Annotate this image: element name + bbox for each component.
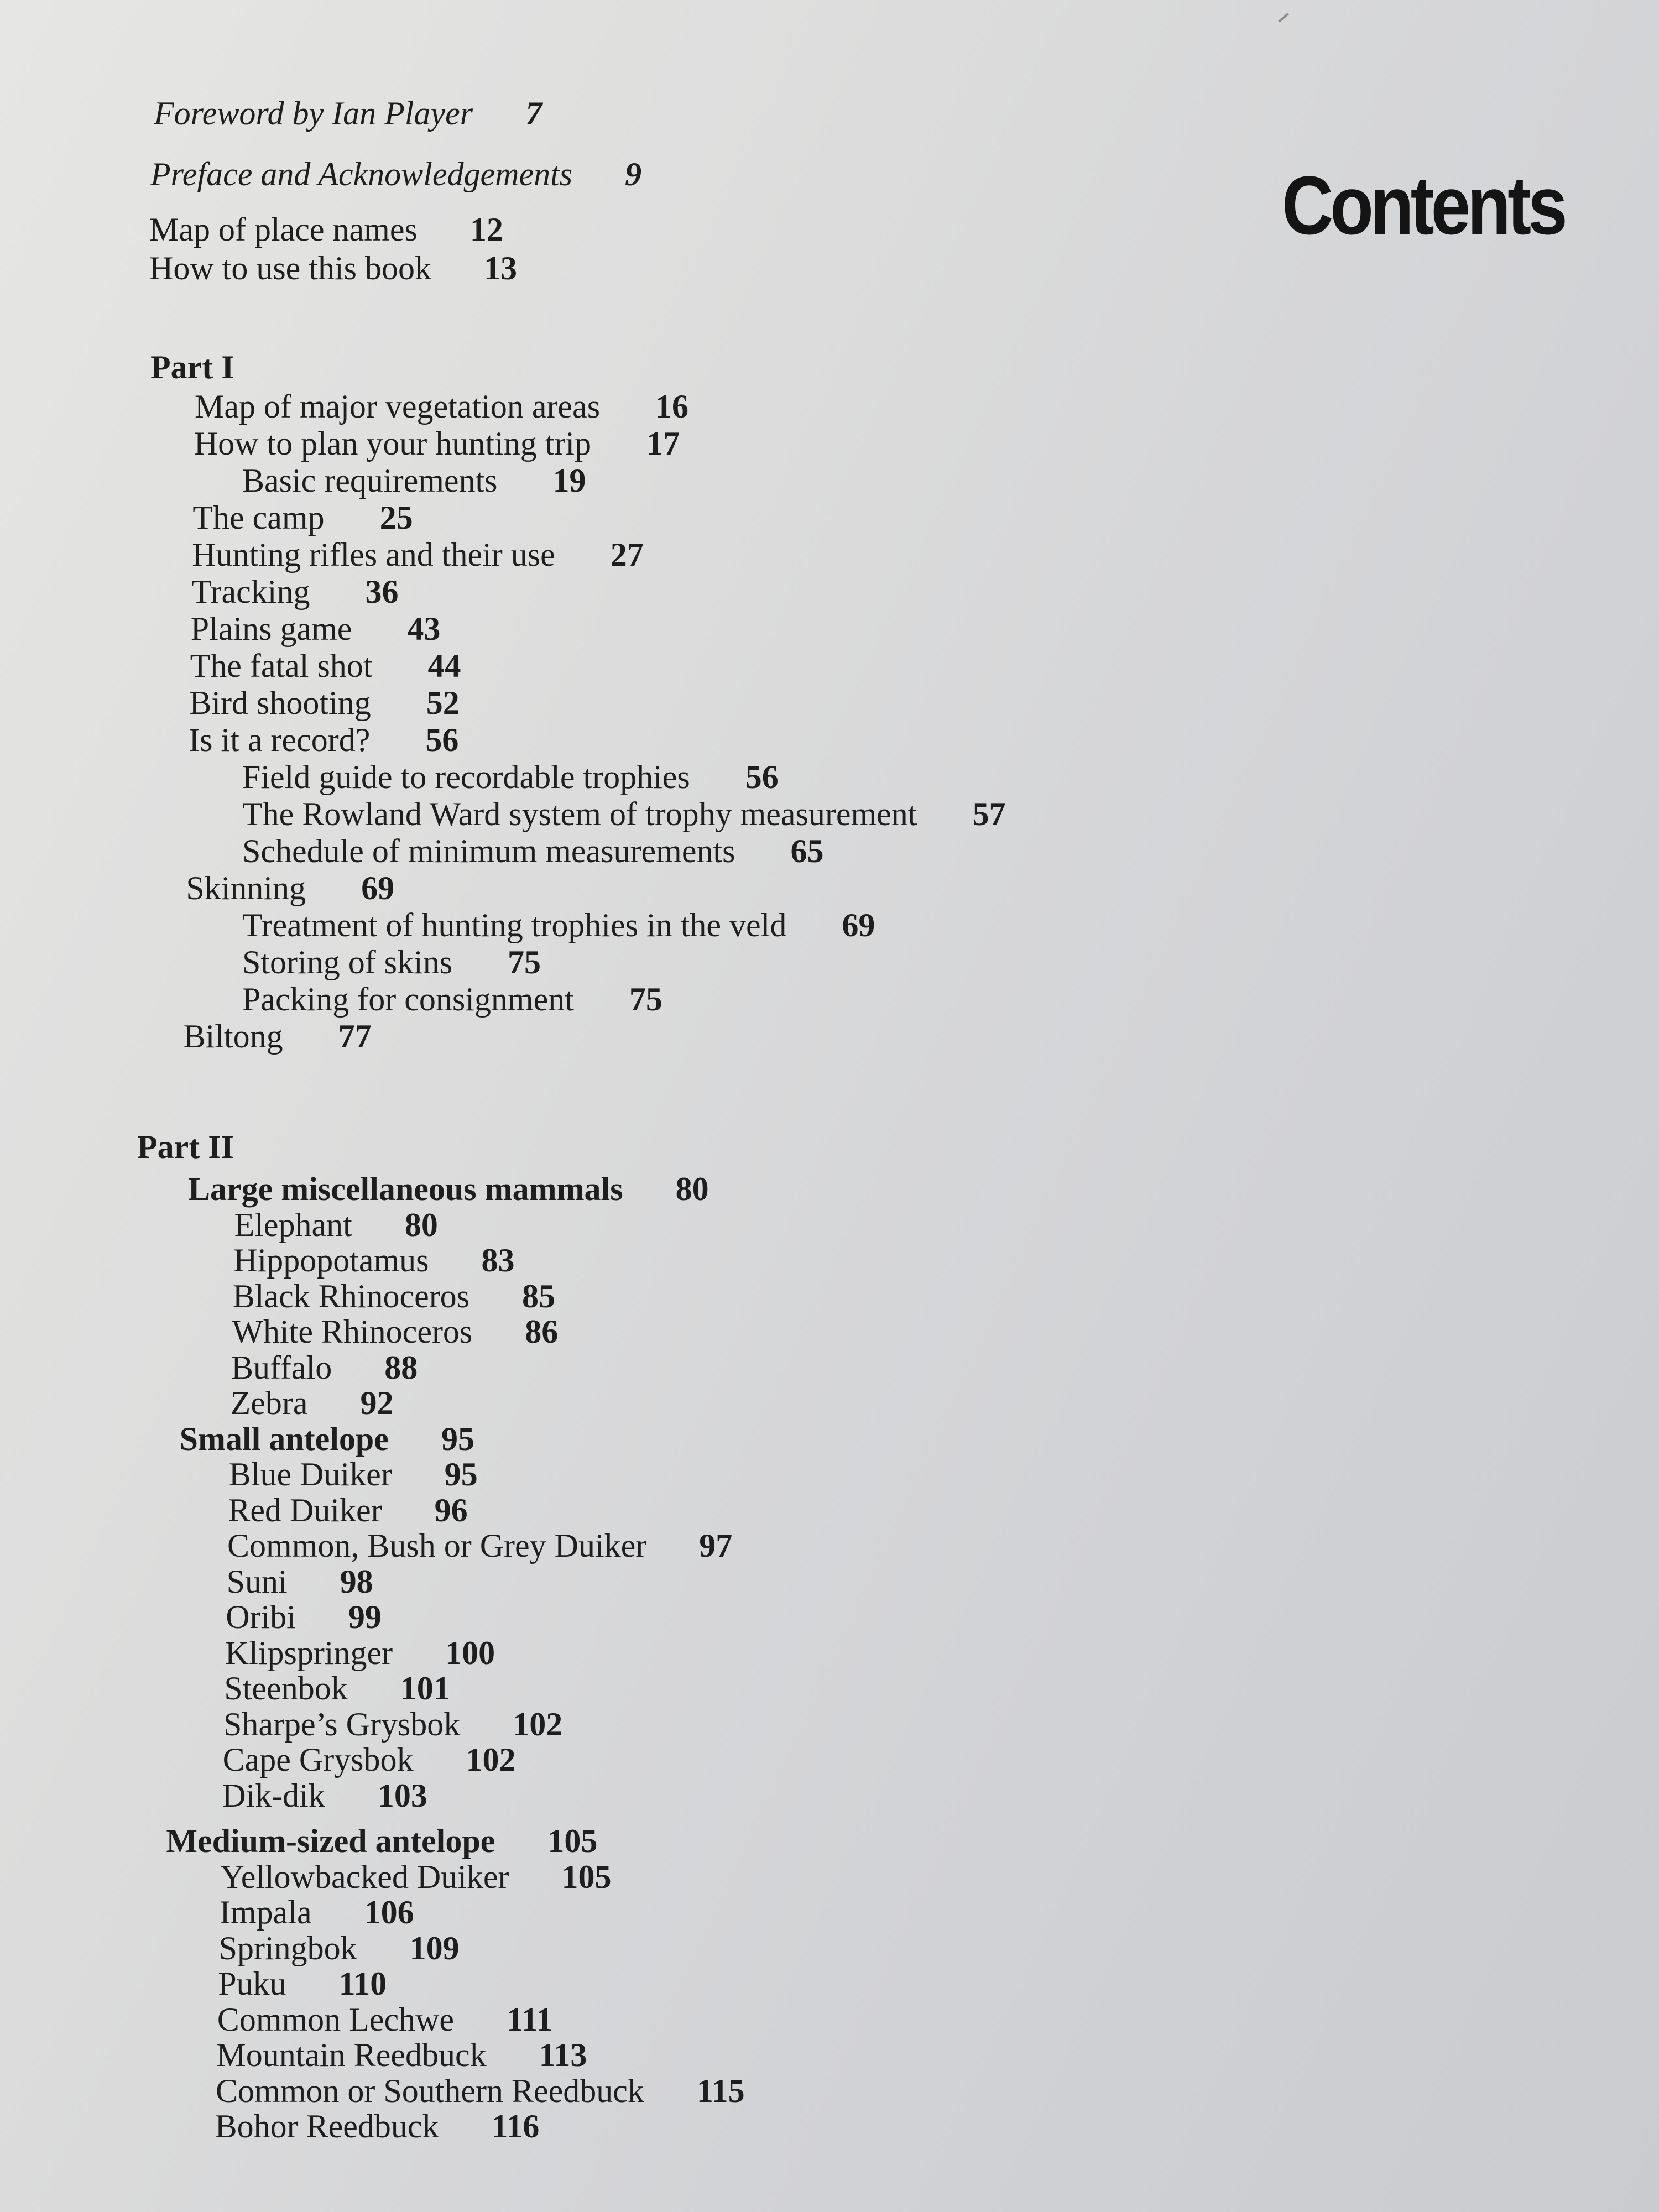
- toc-entry: [184, 1020, 372, 1053]
- toc-entry: [242, 983, 662, 1016]
- part-2-heading: Part II: [137, 1129, 234, 1165]
- toc-entry: [226, 1600, 382, 1634]
- entry-page-number: 85: [522, 1277, 556, 1314]
- toc-entry: [191, 612, 441, 645]
- entry-label: Schedule of minimum measurements: [242, 833, 735, 869]
- entry-label: Suni: [226, 1563, 288, 1600]
- toc-entry: [186, 872, 394, 905]
- toc-entry: [189, 723, 458, 757]
- entry-page-number: 115: [696, 2072, 745, 2109]
- entry-page-number: 57: [972, 796, 1006, 832]
- toc-entry: [228, 1491, 468, 1528]
- entry-page-number: 105: [547, 1823, 598, 1859]
- entry-page-number: 83: [481, 1242, 515, 1279]
- part-1-heading: Part I: [150, 349, 234, 385]
- toc-entry: [218, 1929, 460, 1966]
- entry-page-number: 9: [625, 156, 642, 192]
- entry-label: Common or Southern Reedbuck: [216, 2072, 644, 2109]
- entry-label: Hunting rifles and their use: [192, 536, 555, 573]
- entry-label: Red Duiker: [228, 1491, 382, 1528]
- entry-page-number: 56: [745, 759, 779, 795]
- entry-label: Sharpe’s Grysbok: [223, 1705, 461, 1743]
- entry-label: Common Lechwe: [217, 2001, 455, 2038]
- toc-entry: [220, 1860, 611, 1893]
- front-entry: [154, 97, 542, 130]
- entry-page-number: 95: [444, 1456, 478, 1493]
- toc-entry: [190, 649, 461, 682]
- page-title: Contents: [1282, 159, 1564, 252]
- toc-entry: [192, 538, 644, 571]
- toc-entry: [224, 1672, 450, 1705]
- entry-page-number: 19: [552, 462, 586, 499]
- toc-entry: [222, 1779, 427, 1812]
- entry-label: Puku: [218, 1965, 286, 2002]
- section-heading: [180, 1422, 474, 1455]
- front-entry: [149, 252, 517, 285]
- toc-entry: [223, 1743, 516, 1776]
- entry-label: Black Rhinoceros: [232, 1277, 470, 1314]
- entry-label: Map of major vegetation areas: [195, 388, 601, 425]
- toc-entry: [242, 909, 875, 942]
- entry-label: Oribi: [226, 1599, 296, 1635]
- toc-entry: [218, 1967, 387, 2000]
- entry-page-number: 116: [491, 2108, 540, 2145]
- entry-page-number: 92: [360, 1385, 394, 1421]
- entry-page-number: 80: [404, 1206, 438, 1243]
- entry-label: Bird shooting: [189, 685, 371, 721]
- entry-page-number: 101: [400, 1670, 450, 1707]
- entry-page-number: 103: [377, 1777, 427, 1814]
- entry-page-number: 16: [655, 388, 689, 425]
- entry-page-number: 12: [469, 211, 503, 248]
- entry-label: Mountain Reedbuck: [216, 2037, 487, 2073]
- entry-page-number: 100: [445, 1634, 495, 1671]
- toc-entry: [192, 501, 413, 534]
- entry-page-number: 86: [525, 1313, 559, 1350]
- front-entry: [150, 158, 641, 191]
- entry-label: Hippopotamus: [233, 1242, 429, 1279]
- toc-entry: [242, 760, 779, 794]
- entry-label: Basic requirements: [242, 462, 498, 499]
- toc-entry: [227, 1529, 732, 1562]
- toc-entry: [227, 1565, 373, 1598]
- entry-page-number: 52: [426, 685, 460, 721]
- entry-label: Bohor Reedbuck: [215, 2108, 439, 2145]
- entry-page-number: 80: [675, 1171, 709, 1207]
- section-heading: [188, 1172, 709, 1206]
- entry-label: Yellowbacked Duiker: [220, 1858, 509, 1895]
- entry-page-number: 56: [425, 722, 459, 758]
- entry-label: Map of place names: [149, 211, 418, 248]
- toc-entry: [195, 390, 688, 423]
- entry-label: Cape Grysbok: [222, 1741, 414, 1778]
- entry-label: Biltong: [183, 1018, 283, 1055]
- entry-page-number: 65: [790, 833, 824, 869]
- entry-label: Field guide to recordable trophies: [242, 759, 690, 795]
- entry-page-number: 96: [434, 1491, 468, 1528]
- toc-entry: [191, 575, 398, 608]
- entry-label: Medium-sized antelope: [166, 1823, 495, 1859]
- toc-entry: [234, 1208, 438, 1241]
- toc-entry: [242, 834, 823, 868]
- entry-page-number: 111: [507, 2001, 553, 2038]
- entry-label: Storing of skins: [242, 944, 453, 980]
- entry-label: Klipspringer: [225, 1634, 393, 1671]
- entry-page-number: 88: [384, 1349, 418, 1386]
- entry-label: Common, Bush or Grey Duiker: [227, 1527, 647, 1564]
- entry-label: Impala: [220, 1894, 312, 1931]
- entry-label: Preface and Acknowledgements: [150, 156, 573, 192]
- entry-page-number: 102: [513, 1705, 563, 1743]
- entry-page-number: 99: [348, 1599, 382, 1635]
- toc-entry: [231, 1351, 418, 1384]
- entry-label: Large miscellaneous mammals: [188, 1171, 623, 1207]
- entry-label: Tracking: [191, 573, 310, 610]
- entry-label: Blue Duiker: [228, 1456, 392, 1493]
- entry-page-number: 106: [364, 1894, 414, 1931]
- entry-label: Foreword by Ian Player: [154, 95, 473, 132]
- entry-label: Dik-dik: [222, 1777, 325, 1814]
- paper-fleck: [1278, 13, 1288, 22]
- entry-label: Small antelope: [179, 1420, 389, 1457]
- toc-entry: [225, 1636, 495, 1670]
- toc-entry: [242, 464, 586, 497]
- entry-label: Plains game: [190, 611, 352, 647]
- entry-label: Springbok: [218, 1929, 357, 1966]
- entry-page-number: 105: [561, 1858, 612, 1895]
- entry-page-number: 7: [525, 95, 542, 132]
- entry-label: The Rowland Ward system of trophy measurement: [242, 796, 917, 832]
- toc-entry: [242, 946, 541, 979]
- toc-entry: [242, 797, 1005, 831]
- entry-page-number: 69: [842, 907, 875, 943]
- entry-label: The camp: [192, 499, 325, 536]
- toc-entry: [215, 2110, 540, 2143]
- entry-page-number: 27: [610, 536, 644, 573]
- entry-label: Skinning: [186, 870, 306, 906]
- toc-entry: [217, 2003, 553, 2036]
- entry-label: Is it a record?: [189, 722, 371, 758]
- toc-entry: [233, 1244, 514, 1277]
- entry-label: Elephant: [234, 1206, 352, 1243]
- toc-entry: [216, 2038, 587, 2072]
- entry-page-number: 69: [361, 870, 395, 906]
- toc-entry: [216, 2074, 745, 2107]
- entry-label: Zebra: [230, 1385, 308, 1421]
- entry-page-number: 17: [646, 425, 680, 462]
- section-heading: [166, 1824, 597, 1858]
- entry-page-number: 75: [508, 944, 541, 980]
- toc-entry: [232, 1277, 556, 1314]
- toc-entry: [232, 1315, 558, 1348]
- entry-page-number: 77: [338, 1018, 372, 1055]
- entry-page-number: 43: [407, 611, 441, 647]
- toc-entry: [231, 1386, 394, 1420]
- toc-entry: [223, 1705, 563, 1743]
- entry-page-number: 36: [365, 573, 399, 610]
- toc-entry: [220, 1896, 414, 1929]
- entry-page-number: 44: [427, 648, 461, 684]
- toc-entry: [229, 1458, 478, 1491]
- entry-page-number: 110: [338, 1965, 387, 2002]
- entry-page-number: 25: [379, 499, 413, 536]
- entry-label: Packing for consignment: [242, 981, 574, 1018]
- entry-page-number: 13: [484, 250, 517, 286]
- entry-page-number: 109: [409, 1929, 460, 1966]
- entry-page-number: 97: [699, 1527, 733, 1564]
- entry-page-number: 75: [629, 981, 662, 1018]
- toc-entry: [189, 686, 459, 719]
- entry-page-number: 113: [539, 2037, 587, 2073]
- toc-entry: [194, 427, 680, 460]
- entry-label: Steenbok: [224, 1670, 348, 1707]
- entry-page-number: 95: [441, 1420, 474, 1457]
- entry-label: White Rhinoceros: [232, 1313, 473, 1350]
- entry-page-number: 102: [466, 1741, 516, 1778]
- front-entry: [149, 213, 503, 246]
- entry-label: Treatment of hunting trophies in the veld: [242, 907, 787, 943]
- entry-label: The fatal shot: [190, 648, 373, 684]
- entry-label: How to use this book: [149, 250, 431, 286]
- entry-label: Buffalo: [231, 1349, 332, 1386]
- entry-label: How to plan your hunting trip: [194, 425, 592, 462]
- entry-page-number: 98: [340, 1563, 373, 1600]
